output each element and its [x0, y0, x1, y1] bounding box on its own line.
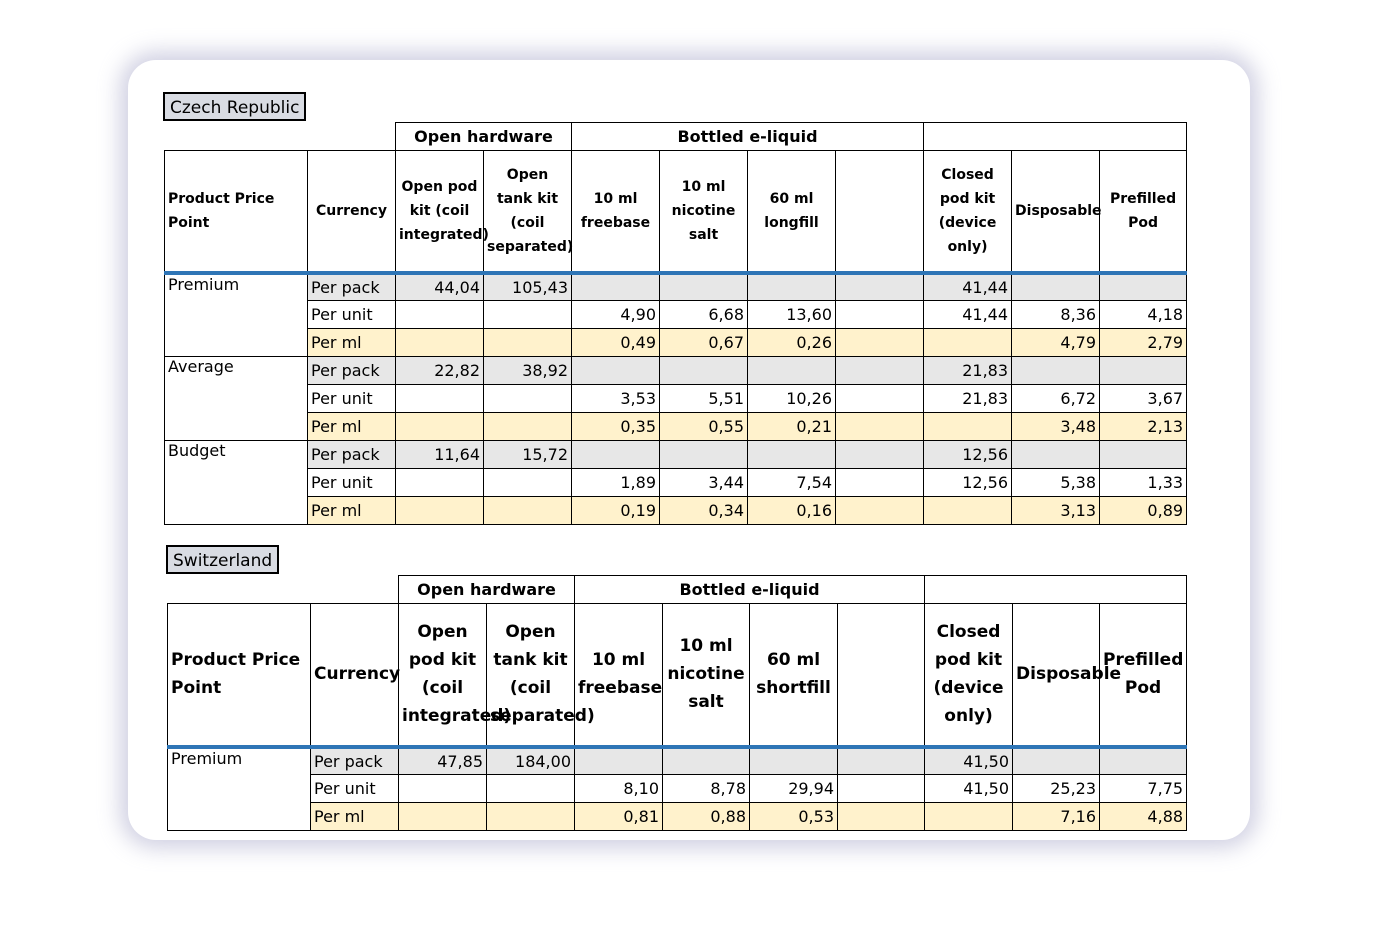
price-cell: 4,18 — [1100, 301, 1187, 329]
price-cell: 0,81 — [575, 803, 663, 831]
price-cell — [838, 775, 925, 803]
price-cell: 25,23 — [1013, 775, 1100, 803]
price-cell — [836, 385, 924, 413]
price-cell — [1100, 273, 1187, 301]
price-cell — [836, 413, 924, 441]
header-col: Open tank kit (coil separated) — [484, 151, 572, 273]
table-row — [168, 775, 1187, 803]
price-cell — [1100, 441, 1187, 469]
price-cell: 3,67 — [1100, 385, 1187, 413]
price-cell — [836, 469, 924, 497]
price-cell — [836, 273, 924, 301]
table-row — [165, 413, 1187, 441]
unit-label: Per ml — [308, 329, 396, 357]
price-cell — [748, 441, 836, 469]
group-closed — [925, 576, 1187, 604]
price-cell — [836, 497, 924, 525]
price-cell: 0,34 — [660, 497, 748, 525]
unit-label: Per ml — [308, 497, 396, 525]
country-label-switzerland: Switzerland — [166, 545, 279, 574]
header-col — [836, 151, 924, 273]
price-cell: 0,49 — [572, 329, 660, 357]
header-product-price-point: Product Price Point — [165, 151, 308, 273]
price-cell: 0,55 — [660, 413, 748, 441]
price-cell — [1100, 747, 1187, 775]
price-cell: 3,44 — [660, 469, 748, 497]
price-cell: 7,75 — [1100, 775, 1187, 803]
price-cell: 41,44 — [924, 301, 1012, 329]
price-cell — [1013, 747, 1100, 775]
price-cell: 3,13 — [1012, 497, 1100, 525]
unit-label: Per ml — [311, 803, 399, 831]
price-cell: 2,79 — [1100, 329, 1187, 357]
group-bottled-eliquid: Bottled e-liquid — [575, 576, 925, 604]
price-cell — [396, 329, 484, 357]
price-cell: 0,67 — [660, 329, 748, 357]
price-cell: 0,35 — [572, 413, 660, 441]
price-cell: 0,88 — [663, 803, 750, 831]
price-cell: 41,50 — [925, 747, 1013, 775]
price-cell: 6,72 — [1012, 385, 1100, 413]
header-currency: Currency — [311, 604, 399, 747]
price-cell — [1100, 357, 1187, 385]
price-cell: 38,92 — [484, 357, 572, 385]
table-row — [165, 385, 1187, 413]
price-cell — [836, 357, 924, 385]
price-cell: 0,19 — [572, 497, 660, 525]
price-cell: 0,21 — [748, 413, 836, 441]
group-blank — [168, 576, 399, 604]
price-cell — [836, 301, 924, 329]
price-cell: 184,00 — [487, 747, 575, 775]
price-cell — [836, 329, 924, 357]
price-cell — [396, 413, 484, 441]
header-col: Closed pod kit (device only) — [925, 604, 1013, 747]
unit-label: Per pack — [308, 357, 396, 385]
table-row — [165, 273, 1187, 301]
table-row — [165, 469, 1187, 497]
price-point-label: Premium — [168, 747, 311, 831]
header-col: Prefilled Pod — [1100, 151, 1187, 273]
price-cell — [484, 329, 572, 357]
price-cell — [487, 775, 575, 803]
price-cell: 15,72 — [484, 441, 572, 469]
header-currency: Currency — [308, 151, 396, 273]
group-blank — [165, 123, 396, 151]
group-bottled-eliquid: Bottled e-liquid — [572, 123, 924, 151]
price-cell — [399, 803, 487, 831]
unit-label: Per pack — [308, 273, 396, 301]
price-cell: 7,54 — [748, 469, 836, 497]
header-col — [838, 604, 925, 747]
unit-label: Per unit — [308, 301, 396, 329]
header-product-price-point: Product Price Point — [168, 604, 311, 747]
group-open-hardware: Open hardware — [396, 123, 572, 151]
price-cell — [572, 357, 660, 385]
price-cell: 41,44 — [924, 273, 1012, 301]
price-cell — [838, 803, 925, 831]
table-row — [165, 329, 1187, 357]
price-cell — [748, 273, 836, 301]
group-closed — [924, 123, 1187, 151]
price-cell — [399, 775, 487, 803]
price-cell — [484, 385, 572, 413]
header-col: Disposable — [1012, 151, 1100, 273]
price-cell — [572, 273, 660, 301]
price-cell: 4,79 — [1012, 329, 1100, 357]
price-table-switzerland — [167, 575, 1187, 831]
price-cell — [750, 747, 838, 775]
price-cell — [924, 497, 1012, 525]
price-cell: 12,56 — [924, 441, 1012, 469]
price-point-label: Average — [165, 357, 308, 441]
unit-label: Per ml — [308, 413, 396, 441]
country-label-czech: Czech Republic — [163, 92, 306, 121]
table-row — [165, 441, 1187, 469]
group-open-hardware: Open hardware — [399, 576, 575, 604]
header-col: Closed pod kit (device only) — [924, 151, 1012, 273]
price-cell — [396, 385, 484, 413]
price-cell — [924, 413, 1012, 441]
unit-label: Per unit — [308, 385, 396, 413]
header-col: 10 ml freebase — [572, 151, 660, 273]
price-cell: 29,94 — [750, 775, 838, 803]
price-cell: 4,88 — [1100, 803, 1187, 831]
price-cell: 8,36 — [1012, 301, 1100, 329]
price-cell — [660, 357, 748, 385]
table-row — [165, 301, 1187, 329]
price-cell: 3,48 — [1012, 413, 1100, 441]
price-cell: 0,89 — [1100, 497, 1187, 525]
price-cell — [1012, 357, 1100, 385]
price-cell — [487, 803, 575, 831]
price-cell — [660, 441, 748, 469]
price-cell: 12,56 — [924, 469, 1012, 497]
header-col: 60 ml longfill — [748, 151, 836, 273]
price-cell: 5,38 — [1012, 469, 1100, 497]
price-cell — [575, 747, 663, 775]
header-col: 10 ml nicotine salt — [660, 151, 748, 273]
header-col: Open tank kit (coil separated) — [487, 604, 575, 747]
price-cell: 1,33 — [1100, 469, 1187, 497]
price-point-label: Premium — [165, 273, 308, 357]
price-cell — [484, 469, 572, 497]
price-cell — [924, 329, 1012, 357]
price-cell: 44,04 — [396, 273, 484, 301]
price-cell: 0,16 — [748, 497, 836, 525]
price-cell: 3,53 — [572, 385, 660, 413]
price-cell: 47,85 — [399, 747, 487, 775]
price-cell: 41,50 — [925, 775, 1013, 803]
price-cell: 13,60 — [748, 301, 836, 329]
price-cell: 0,53 — [750, 803, 838, 831]
header-col: Prefilled Pod — [1100, 604, 1187, 747]
price-cell: 8,78 — [663, 775, 750, 803]
price-table-czech — [164, 122, 1187, 525]
price-cell — [748, 357, 836, 385]
price-cell — [660, 273, 748, 301]
price-cell — [1012, 441, 1100, 469]
price-cell: 105,43 — [484, 273, 572, 301]
price-cell — [572, 441, 660, 469]
unit-label: Per pack — [308, 441, 396, 469]
price-cell: 1,89 — [572, 469, 660, 497]
document-card — [128, 60, 1250, 840]
price-cell — [1012, 273, 1100, 301]
price-cell: 4,90 — [572, 301, 660, 329]
unit-label: Per unit — [311, 775, 399, 803]
price-cell: 21,83 — [924, 357, 1012, 385]
price-cell: 10,26 — [748, 385, 836, 413]
price-cell: 21,83 — [924, 385, 1012, 413]
header-col: 10 ml freebase — [575, 604, 663, 747]
header-col: Open pod kit (coil integrated) — [399, 604, 487, 747]
price-cell — [663, 747, 750, 775]
price-cell: 2,13 — [1100, 413, 1187, 441]
price-cell — [925, 803, 1013, 831]
price-cell — [838, 747, 925, 775]
price-cell: 7,16 — [1013, 803, 1100, 831]
price-cell — [484, 497, 572, 525]
header-col: Disposable — [1013, 604, 1100, 747]
price-cell: 0,26 — [748, 329, 836, 357]
table-row — [168, 803, 1187, 831]
table-row — [165, 357, 1187, 385]
price-cell: 22,82 — [396, 357, 484, 385]
price-cell — [396, 301, 484, 329]
price-cell: 11,64 — [396, 441, 484, 469]
unit-label: Per pack — [311, 747, 399, 775]
header-col: Open pod kit (coil integrated) — [396, 151, 484, 273]
table-row — [165, 497, 1187, 525]
unit-label: Per unit — [308, 469, 396, 497]
price-point-label: Budget — [165, 441, 308, 525]
header-col: 10 ml nicotine salt — [663, 604, 750, 747]
header-col: 60 ml shortfill — [750, 604, 838, 747]
table-row — [168, 747, 1187, 775]
price-cell — [836, 441, 924, 469]
price-cell: 6,68 — [660, 301, 748, 329]
price-cell — [396, 469, 484, 497]
price-cell: 5,51 — [660, 385, 748, 413]
price-cell — [484, 301, 572, 329]
price-cell — [396, 497, 484, 525]
price-cell — [484, 413, 572, 441]
price-cell: 8,10 — [575, 775, 663, 803]
